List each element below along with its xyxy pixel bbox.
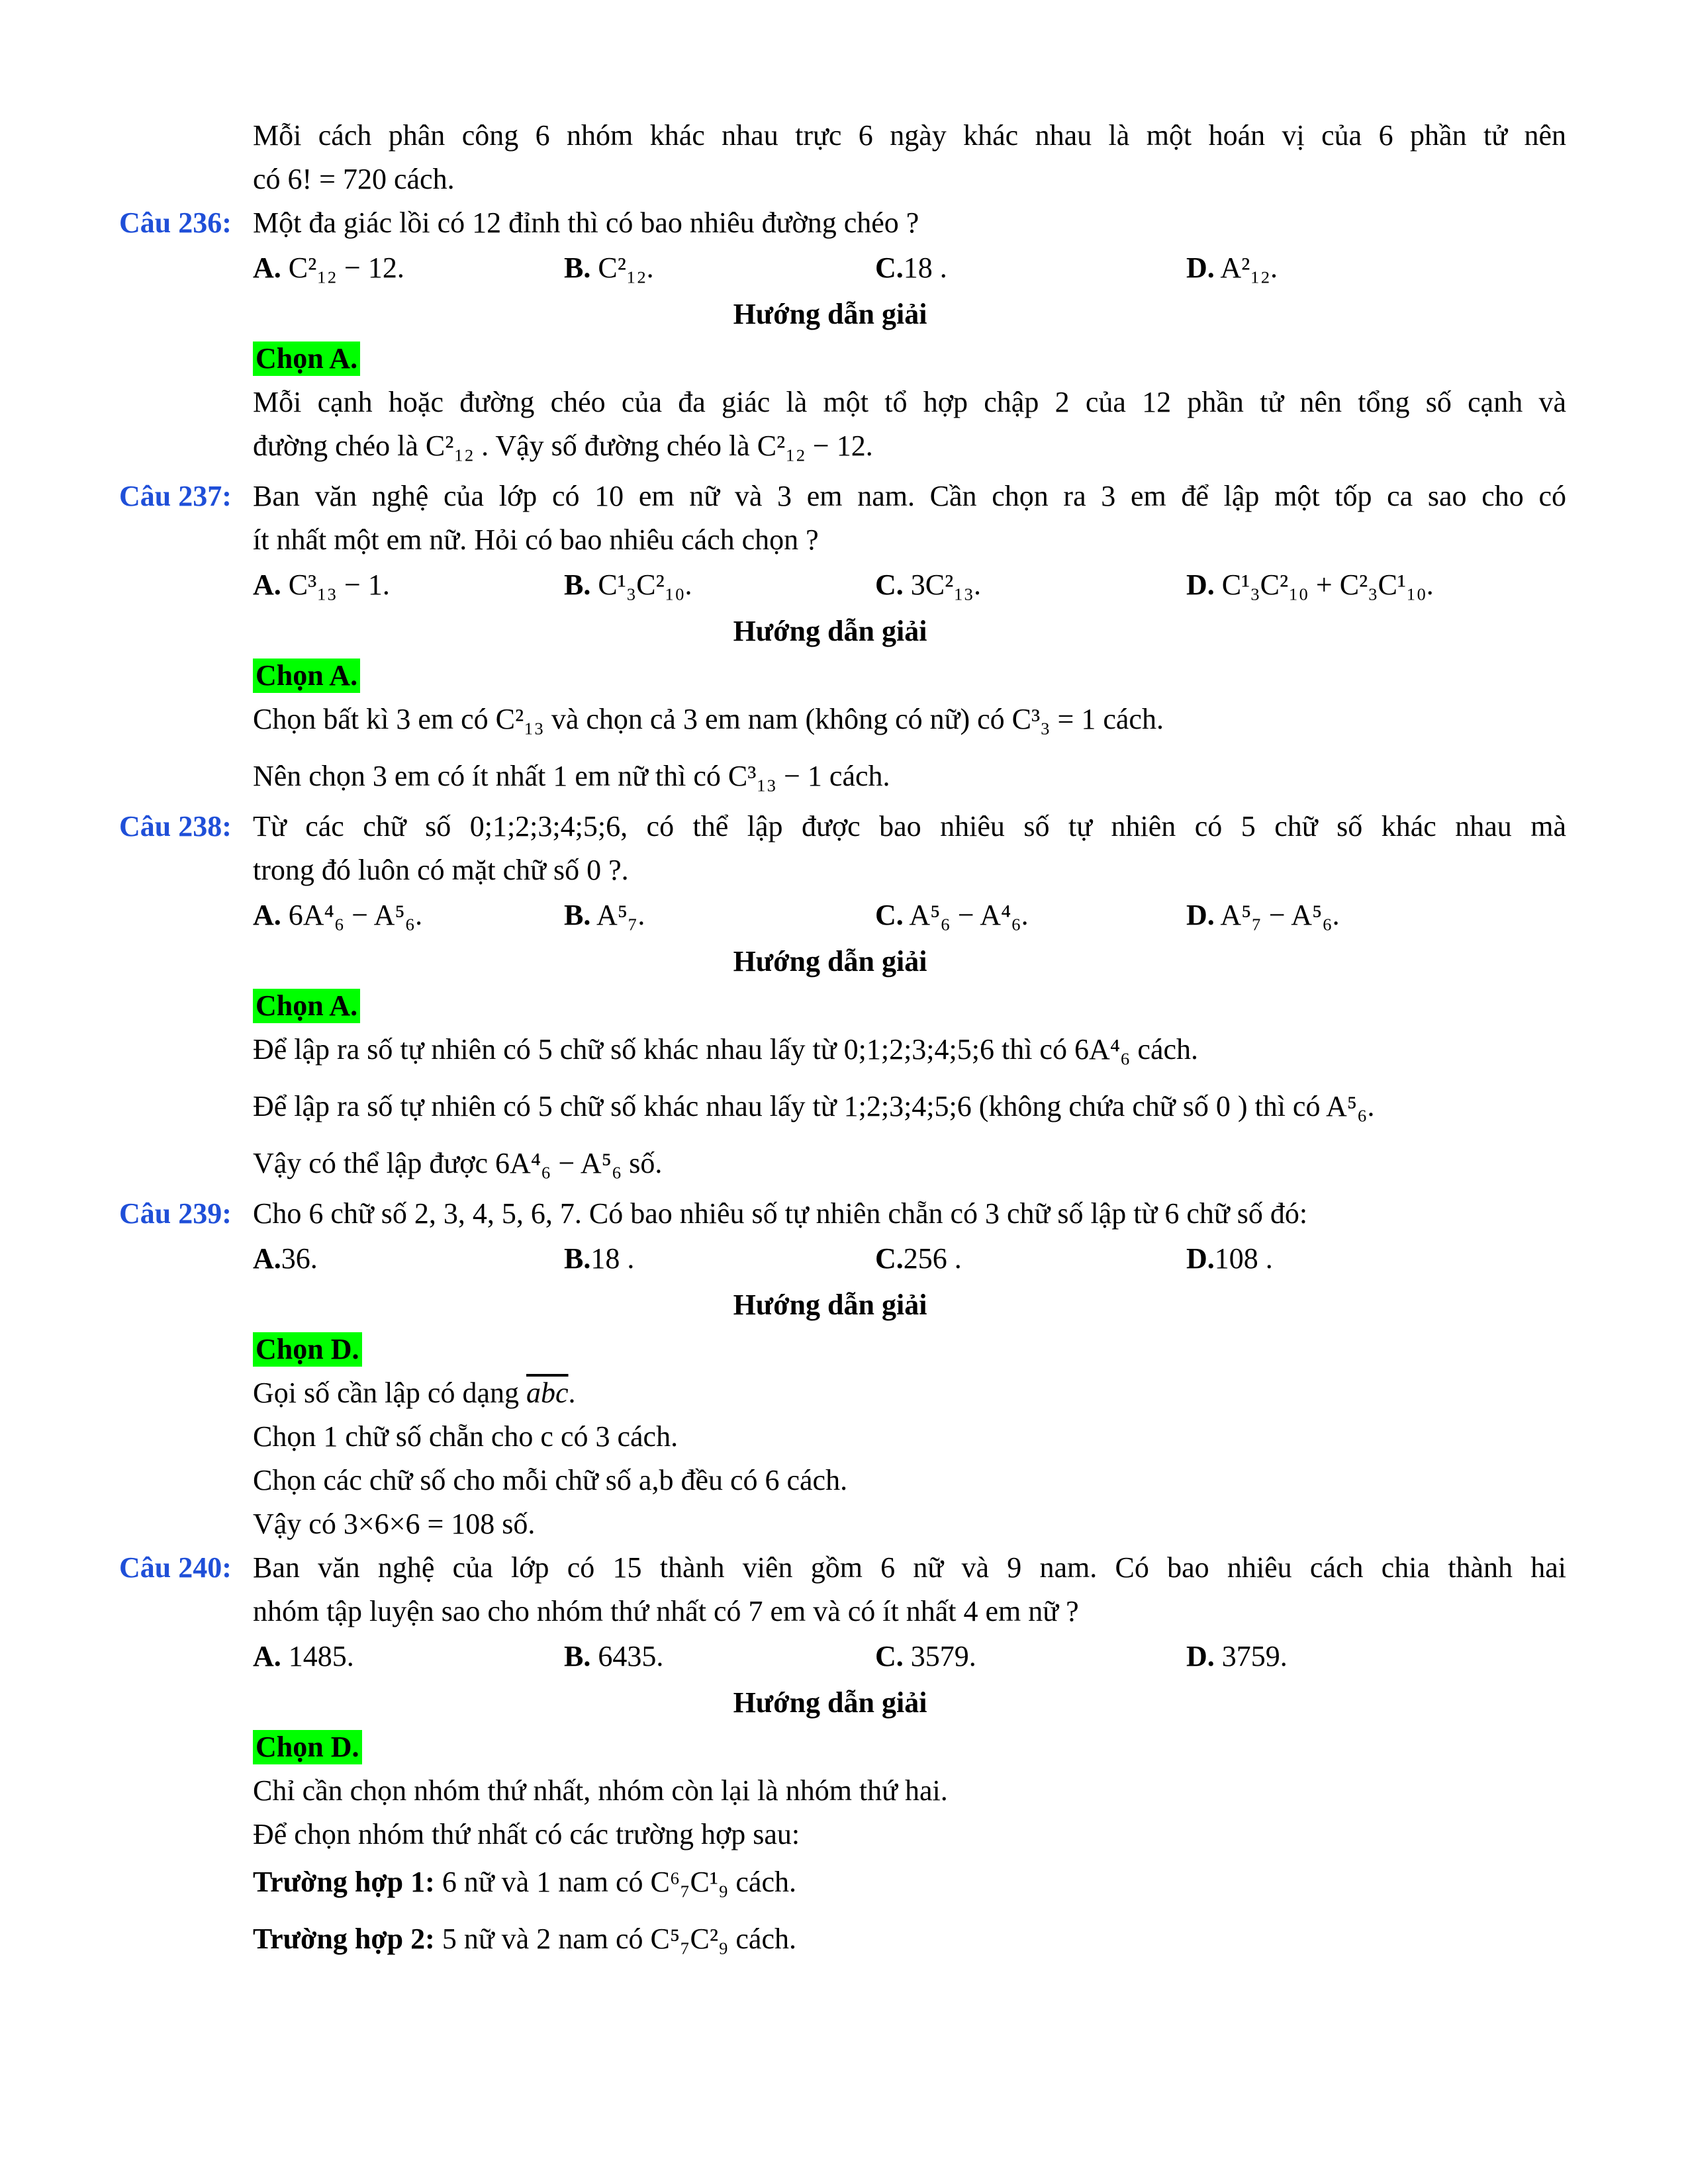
answer-choice-238: Chọn A. (253, 989, 360, 1023)
option-d: D. 3759. (1186, 1640, 1288, 1672)
option-d: D.108 . (1186, 1242, 1273, 1275)
question-237 (119, 475, 1566, 562)
solution-line: Chọn bất kì 3 em có C²₁₃ và chọn cả 3 em nam (không có nữ) có C³₃ = 1 cách. (253, 703, 1164, 735)
guide-title: Hướng dẫn giải (733, 1686, 927, 1719)
intro-line-1: Mỗi cách phân công 6 nhóm khác nhau trực 6 ngày khác nhau là một hoán vị của 6 phần tử nên (253, 119, 1566, 152)
option-c: C. 3C²₁₃. (875, 569, 981, 601)
solution-line: Để chọn nhóm thứ nhất có các trường hợp sau: (253, 1818, 800, 1850)
answer-choice-240: Chọn D. (253, 1730, 362, 1764)
question-label: Câu 239: (119, 1197, 232, 1230)
answer-choice-239: Chọn D. (253, 1332, 362, 1367)
case-1: Trường hợp 1: 6 nữ và 1 nam có C⁶₇C¹₉ cách. (253, 1866, 796, 1898)
option-c: C.18 . (875, 251, 947, 284)
solution-line: đường chéo là C²₁₂ . Vậy số đường chéo là C²₁₂ − 12. (253, 430, 873, 462)
question-text: Ban văn nghệ của lớp có 10 em nữ và 3 em nam. Cần chọn ra 3 em để lập một tốp ca sao cho có (253, 480, 1566, 512)
solution-line: Chọn 1 chữ số chẵn cho c có 3 cách. (253, 1420, 679, 1453)
option-b: B. 6435. (564, 1640, 664, 1672)
question-text: Cho 6 chữ số 2, 3, 4, 5, 6, 7. Có bao nhiêu số tự nhiên chẵn có 3 chữ số lập từ 6 chữ số đó: (253, 1197, 1308, 1230)
answer-choice-236: Chọn A. (253, 341, 360, 376)
question-label: Câu 240: (119, 1551, 232, 1584)
page-content (119, 114, 1566, 1961)
question-text: trong đó luôn có mặt chữ số 0 ?. (253, 854, 629, 886)
question-240 (119, 1546, 1566, 1633)
guide-title: Hướng dẫn giải (733, 945, 927, 978)
answer-options-239 (253, 1237, 1566, 1281)
solution-line: Vậy có 3×6×6 = 108 số. (253, 1508, 536, 1540)
overline-abc: $\overline{abc}$ (526, 1377, 569, 1409)
case-2: Trường hợp 2: 5 nữ và 2 nam có C⁵₇C²₉ cách. (253, 1923, 796, 1955)
question-text: Từ các chữ số 0;1;2;3;4;5;6, có thể lập được bao nhiêu số tự nhiên có 5 chữ số khác nhau mà (253, 810, 1566, 842)
answer-options-240 (253, 1635, 1566, 1678)
option-c: C. 3579. (875, 1640, 976, 1672)
question-239 (119, 1192, 1566, 1236)
guide-title: Hướng dẫn giải (733, 298, 927, 330)
question-text: Ban văn nghệ của lớp có 15 thành viên gồm 6 nữ và 9 nam. Có bao nhiêu cách chia thành hai (253, 1551, 1566, 1584)
option-b: B. C¹₃C²₁₀. (564, 569, 692, 601)
question-text: ít nhất một em nữ. Hỏi có bao nhiêu cách chọn ? (253, 523, 819, 556)
solution-line: Chọn các chữ số cho mỗi chữ số a,b đều có 6 cách. (253, 1464, 848, 1496)
question-label: Câu 236: (119, 206, 232, 239)
guide-title: Hướng dẫn giải (733, 1289, 927, 1321)
option-d: D. A²₁₂. (1186, 251, 1278, 284)
solution-line: Nên chọn 3 em có ít nhất 1 em nữ thì có C³₁₃ − 1 cách. (253, 760, 890, 792)
solution-line: Vậy có thể lập được 6A⁴₆ − A⁵₆ số. (253, 1147, 663, 1179)
option-a: A. C²₁₂ − 12. (253, 251, 404, 284)
guide-title: Hướng dẫn giải (733, 615, 927, 647)
option-b: B. C²₁₂. (564, 251, 654, 284)
solution-line: Chỉ cần chọn nhóm thứ nhất, nhóm còn lại là nhóm thứ hai. (253, 1774, 948, 1807)
option-c: C. A⁵₆ − A⁴₆. (875, 899, 1029, 931)
question-236 (119, 201, 1566, 245)
option-a: A. 6A⁴₆ − A⁵₆. (253, 899, 423, 931)
option-d: D. A⁵₇ − A⁵₆. (1186, 899, 1340, 931)
option-a: A. C³₁₃ − 1. (253, 569, 390, 601)
option-a: A.36. (253, 1242, 318, 1275)
option-b: B.18 . (564, 1242, 635, 1275)
answer-options-236 (253, 246, 1566, 290)
answer-choice-237: Chọn A. (253, 659, 360, 693)
solution-line: Để lập ra số tự nhiên có 5 chữ số khác nhau lấy từ 0;1;2;3;4;5;6 thì có 6A⁴₆ cách. (253, 1033, 1199, 1066)
intro-block (253, 114, 1566, 201)
answer-options-237 (253, 563, 1566, 607)
option-c: C.256 . (875, 1242, 962, 1275)
question-label: Câu 237: (119, 480, 232, 512)
question-label: Câu 238: (119, 810, 232, 842)
solution-line: Mỗi cạnh hoặc đường chéo của đa giác là một tổ hợp chập 2 của 12 phần tử nên tổng số cạnh và (253, 386, 1566, 418)
option-b: B. A⁵₇. (564, 899, 645, 931)
question-238 (119, 805, 1566, 892)
solution-line: Để lập ra số tự nhiên có 5 chữ số khác nhau lấy từ 1;2;3;4;5;6 (không chứa chữ số 0 ) thì có A⁵₆. (253, 1090, 1375, 1122)
option-a: A. 1485. (253, 1640, 354, 1672)
answer-options-238 (253, 893, 1566, 937)
question-text: nhóm tập luyện sao cho nhóm thứ nhất có 7 em và có ít nhất 4 em nữ ? (253, 1595, 1079, 1627)
intro-line-2: có 6! = 720 cách. (253, 163, 455, 195)
solution-line: Gọi số cần lập có dạng $\overline{abc}$. (253, 1377, 576, 1409)
option-d: D. C¹₃C²₁₀ + C²₃C¹₁₀. (1186, 569, 1434, 601)
question-text: Một đa giác lồi có 12 đỉnh thì có bao nhiêu đường chéo ? (253, 206, 919, 239)
